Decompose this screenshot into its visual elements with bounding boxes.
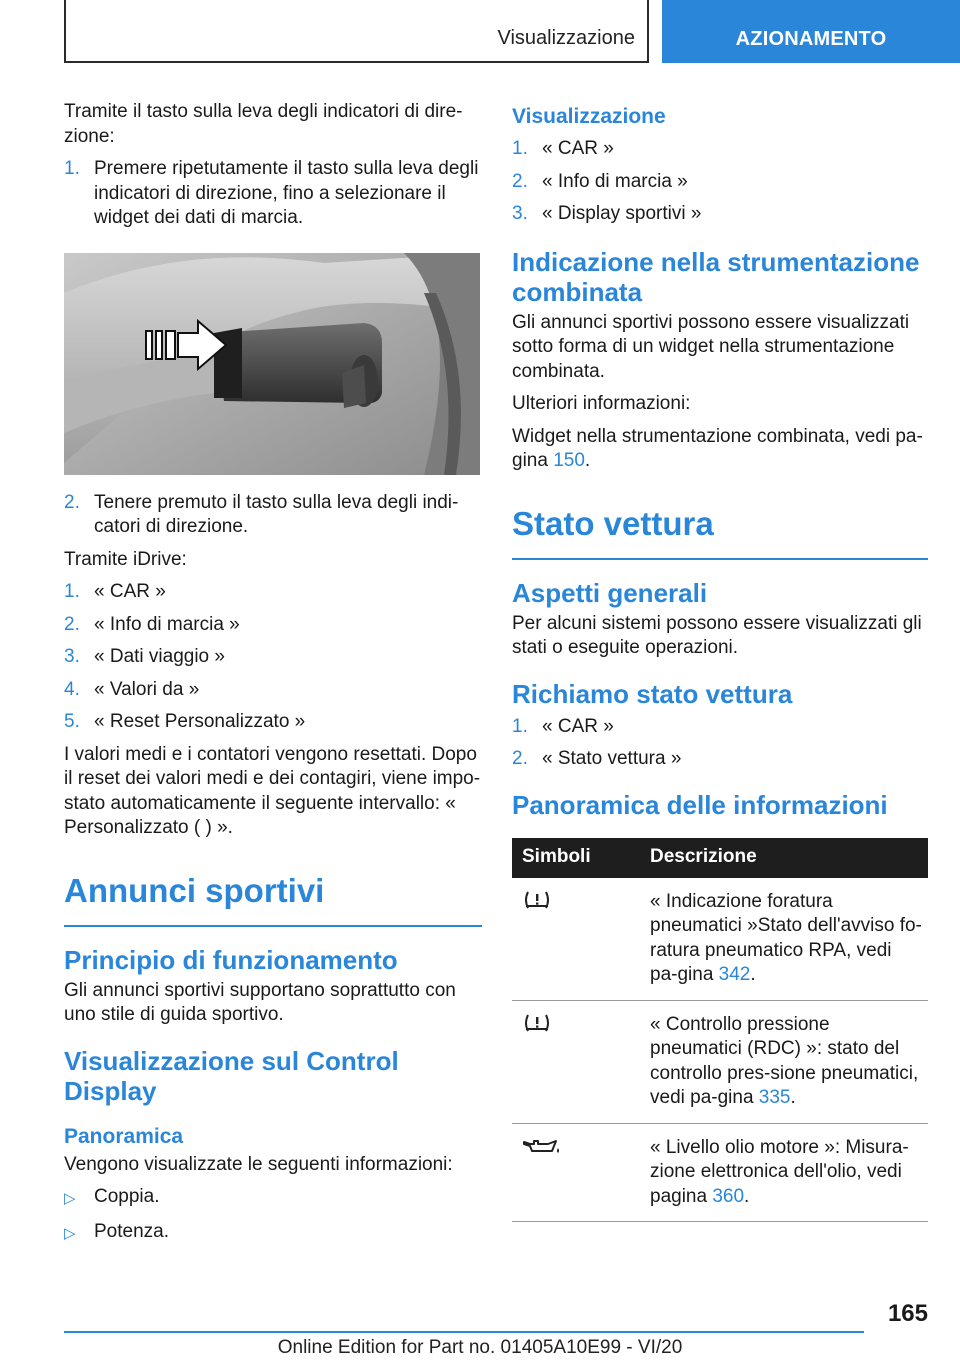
triangle-bullet-icon: ▷	[64, 1190, 76, 1207]
intro-text: Tramite il tasto sulla leva degli indicatori di dire-zione:	[64, 101, 463, 147]
heading-principio: Principio di funzionamento	[64, 944, 398, 975]
page-link[interactable]: 360	[712, 1185, 745, 1207]
list-text: « CAR »	[94, 581, 166, 602]
list-number: 1.	[64, 581, 80, 602]
heading-richiamo: Richiamo stato vettura	[512, 678, 793, 709]
list-number: 3.	[512, 203, 528, 224]
list-number: 3.	[64, 646, 80, 667]
list-text: « Info di marcia »	[542, 170, 688, 192]
list-item	[64, 1220, 482, 1247]
table-row	[512, 878, 928, 1001]
column-header-symbol: Simboli	[512, 838, 640, 878]
list-item	[64, 710, 482, 735]
list-item	[64, 645, 482, 670]
list-item	[64, 678, 482, 703]
oil-level-icon	[522, 1136, 562, 1156]
list-text: Premere ripetutamente il tasto sulla leva degli indicatori di direzione, fino a selezionare il widget dei dati di marcia.	[94, 158, 479, 228]
widget-reference: Widget nella strumentazione combinata, vedi pa-gina 150.	[512, 425, 923, 471]
list-text: « Reset Personalizzato »	[94, 711, 306, 732]
left-column	[64, 100, 482, 1254]
header-chapter-label: AZIONAMENTO	[735, 27, 887, 50]
column-header-description: Descrizione	[640, 838, 928, 878]
header-section-label: Visualizzazione	[497, 26, 635, 49]
list-number: 2.	[512, 748, 528, 769]
table-header-row	[512, 838, 928, 878]
list-text: « CAR »	[542, 715, 614, 737]
list-text: « Dati viaggio »	[94, 646, 225, 667]
list-text: « CAR »	[542, 138, 614, 159]
list-item	[64, 491, 482, 540]
list-number: 5.	[64, 711, 80, 732]
list-text: « Stato vettura »	[542, 748, 682, 769]
status-table	[512, 838, 928, 1223]
footer-edition: Online Edition for Part no. 01405A10E99 - VI/20	[277, 1337, 683, 1358]
page-link[interactable]: 150	[553, 450, 585, 471]
list-number: 1.	[512, 715, 528, 737]
list-number: 2.	[64, 613, 80, 635]
list-text: « Valori da »	[94, 678, 200, 700]
tire-pressure-icon	[522, 1013, 552, 1033]
list-item	[512, 747, 928, 772]
heading-indicazione: Indicazione nella strumentazione combinata	[512, 246, 920, 307]
list-item	[64, 1185, 482, 1212]
heading-visualizzazione: Visualizzazione	[512, 105, 666, 128]
indicazione-text: Gli annunci sportivi possono essere visualizzati sotto forma di un widget nella strumentazione combinata.	[512, 311, 910, 382]
triangle-bullet-icon: ▷	[64, 1224, 76, 1242]
page-link[interactable]: 342	[718, 964, 751, 985]
idrive-intro: Tramite iDrive:	[64, 548, 187, 570]
description-cell: « Indicazione foratura pneumatici »Stato dell'avviso fo-ratura pneumatico RPA, vedi pa-gina 342.	[640, 878, 928, 1001]
list-number: 1.	[512, 138, 528, 159]
steps-b	[64, 580, 482, 735]
list-item	[64, 613, 482, 638]
list-number: 2.	[64, 491, 80, 513]
section-title-stato: Stato vettura	[512, 504, 928, 560]
steps-a-continued	[64, 491, 482, 540]
heading-control-display: Visualizzazione sul Control Display	[64, 1045, 399, 1106]
list-item	[512, 170, 928, 195]
list-number: 1.	[64, 158, 80, 179]
list-number: 2.	[512, 170, 528, 192]
turn-signal-lever-image	[64, 253, 480, 475]
list-item	[64, 157, 482, 231]
ulteriori-label: Ulteriori informazioni:	[512, 393, 691, 414]
panoramica-text: Vengono visualizzate le seguenti informazioni:	[64, 1153, 453, 1175]
list-item	[64, 580, 482, 605]
heading-aspetti: Aspetti generali	[512, 577, 708, 608]
table-row	[512, 1123, 928, 1222]
list-text: Tenere premuto il tasto sulla leva degli indi-catori di direzione.	[94, 491, 459, 537]
header-chapter	[662, 0, 960, 63]
header-section	[64, 0, 649, 63]
list-text: « Info di marcia »	[94, 613, 240, 635]
list-text: « Display sportivi »	[542, 203, 702, 224]
symbol-cell	[512, 1123, 640, 1222]
vis-steps	[512, 137, 928, 227]
richiamo-steps	[512, 715, 928, 772]
heading-panoramica: Panoramica	[64, 1124, 184, 1148]
tire-warning-icon	[522, 890, 552, 910]
aspetti-text: Per alcuni sistemi possono essere visualizzati gli stati o eseguite operazioni.	[512, 612, 922, 658]
right-column	[512, 100, 928, 1222]
table-row	[512, 1000, 928, 1123]
page-number: 165	[887, 1300, 928, 1327]
list-item	[512, 202, 928, 227]
heading-panoramica-info: Panoramica delle informazioni	[512, 789, 888, 820]
symbol-cell	[512, 878, 640, 1001]
footer-divider	[64, 1331, 864, 1333]
list-text: Coppia.	[94, 1186, 160, 1207]
list-number: 4.	[64, 678, 80, 700]
symbol-cell	[512, 1000, 640, 1123]
list-item	[512, 137, 928, 162]
reset-text: I valori medi e i contatori vengono resettati. Dopo il reset dei valori medi e dei contagiri, viene impo-stato automaticamente il seguente intervallo: « Personalizzato ( ) ».	[64, 743, 481, 838]
description-cell: « Livello olio motore »: Misura-zione elettronica dell'olio, vedi pagina 360.	[640, 1123, 928, 1222]
list-item	[512, 715, 928, 740]
description-cell: « Controllo pressione pneumatici (RDC) »: stato del controllo pres-sione pneumatici, vedi pa-gina 335.	[640, 1000, 928, 1123]
section-title-annunci: Annunci sportivi	[64, 871, 482, 927]
page-link[interactable]: 335	[758, 1087, 791, 1108]
principio-text: Gli annunci sportivi supportano soprattutto con uno stile di guida sportivo.	[64, 979, 456, 1025]
list-text: Potenza.	[94, 1220, 169, 1242]
steps-a	[64, 157, 482, 231]
